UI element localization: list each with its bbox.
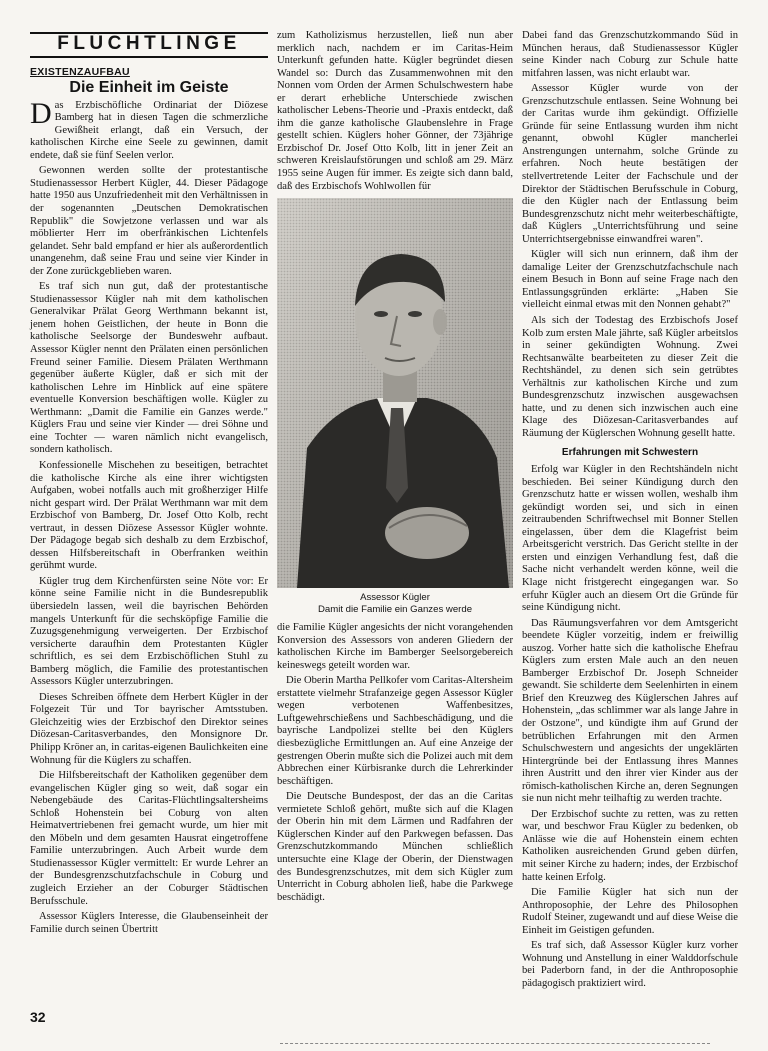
- body-paragraph: Die Oberin Martha Pellkofer vom Caritas-Altersheim erstattete vielmehr Strafanzeige gegen Assessor Kügler wegen verbotenen Waffenbesitzes, Luftgewehrschießens und Sachbeschädigung, und die bayrische Landpolizei stellte bei den Küglers diesbezügliche Ermittlungen an. Auf eine Anzeige der gestrengen Oberin mußte sich die Polizei auch mit dem Abbrechen einer Kürbisranke durch die Lehrerkinder beschäftigen.: [277, 675, 513, 787]
- body-paragraph: Kügler trug dem Kirchenfürsten seine Nöte vor: Er könne seine Familie nicht in die Bundesrepublik übersiedeln lassen, weil die bayrischen Behörden mangels Unterkunft für die sechsköpfige Familie die Zuzugsgenehmigung verweigerten. Der Erzbischof versicherte daraufhin dem Protestanten Kügler schriftlich, es sei dem Erzbischöflichen Stuhl zu Bamberg möglich, die Familie des protestantischen Assessors Kügler unterzubringen.: [30, 575, 268, 688]
- subheading: Erfahrungen mit Schwestern: [561, 446, 699, 458]
- body-paragraph: Die Deutsche Bundespost, der das an die Caritas vermietete Schloß gehört, mußte sich auf die Klagen der Oberin hin mit dem Lärmen und Radfahren der Küglerschen Kinder auf den Parkwegen befassen. Das Grenzschutzkommando München schließlich untersuchte eine Klage der Oberin, der Dienstwagen des Bundesgrenzschutzes, mit dem sich Kügler zum Unterricht in Coburg abholen ließ, habe die Parkwege beschädigt.: [277, 791, 513, 903]
- lead-text: as Erzbischöfliche Ordinariat der Diözese Bamberg hat in diesen Tagen die schmerzliche Gewißheit erlangt, daß ein Versuch, der katholischen Kirche eine Seele zu gewinnen, damit endete, daß sie fünf Seelen verlor.: [30, 99, 268, 161]
- body-paragraph: Kügler will sich nun erinnern, daß ihm der damalige Leiter der Grenzschutzfachschule nach einem Besuch in Bonn auf seine Frage nach den Entlassungsgründen erklärte: „Haben Sie vielleicht einmal etwas mit den Nonnen gehabt?": [522, 249, 738, 311]
- caption-name: Assessor Kügler: [360, 592, 430, 604]
- body-paragraph: die Familie Kügler angesichts der nicht vorangehenden Konversion des Assessors von anderen Gliedern der katholischen Kirche im Bamberger Seelsorgebereich keineswegs geteilt worden war.: [277, 622, 513, 671]
- lead-paragraph: [30, 96, 268, 163]
- body-paragraph: Es traf sich nun gut, daß der protestantische Studienassessor Kügler nah mit dem katholischen Generalvikar Prälat Georg Werthmann bekannt ist, jenem hohen Geistlichen, der heute in Bonn die katholische Seelsorge der Bundeswehr aufbaut. Assessor Kügler nennt den Prälaten einen persönlichen Freund seiner Familie. Diesem Prälaten Werthmann gegenüber äußerte Kügler, daß er sich mit der katholischen Lehre im Hinblick auf eine spätere eventuelle Konversion beschäftigen wolle. Kügler zu Werthmann: „Damit die Familie ein Ganzes werde." Küglers Frau und seine vier Kinder — drei Söhne und eine Tochter — waren nämlich nicht evangelisch, sondern katholisch.: [30, 281, 268, 456]
- body-paragraph: Gewonnen werden sollte der protestantische Studienassessor Herbert Kügler, 44. Dieser Pädagoge hatte 1950 aus Unzufriedenheit mit den Verhältnissen in der sogenannten „Deutschen Demokratischen Republik" die Sowjetzone verlassen und war als möblierter Herr im oberfränkischen Lichtenfels gelandet. Sehr bald empfand er hier als außerordentlich unangenehm, daß seine Frau und seine vier Kinder in der Zone zurückgeblieben waren.: [30, 165, 268, 277]
- portrait-photo: [277, 198, 513, 588]
- kicker: EXISTENZAUFBAU: [30, 65, 130, 78]
- headline: Die Einheit im Geiste: [69, 79, 229, 97]
- column-left: [30, 30, 268, 939]
- portrait-image: [277, 198, 513, 588]
- body-paragraph: Es traf sich, daß Assessor Kügler kurz vorher Wohnung und Anstellung in einer Walddorfschule bei Paderborn fand, in der die Anthroposophie pädagogisch praktiziert wird.: [522, 940, 738, 989]
- caption-quote: Damit die Familie ein Ganzes werde: [317, 604, 473, 616]
- page-number: 32: [30, 1009, 46, 1025]
- section-title: FLÜCHTLINGE: [30, 32, 268, 58]
- column-middle: [277, 30, 513, 907]
- body-paragraph: Dieses Schreiben öffnete dem Herbert Kügler in der Folgezeit Tür und Tor bayrischer Amtsstuben. Gleichzeitig wies der Erzbischof den Direktor seines Diözesan-Caritasverbandes, den Monsignore Dr. Philipp Kröner an, in caritas-eigenen Baulichkeiten eine Wohnung für die Küglers zu schaffen.: [30, 691, 268, 766]
- column-right: [522, 30, 738, 993]
- body-paragraph: Assessor Kügler wurde von der Grenzschutzschule entlassen. Seine Wohnung bei der Caritas wurde ihm gekündigt. Offizielle Gründe für seine Entlassung wurden ihm nicht genannt, obwohl Kügler mancherlei Anstrengungen unternahm, solche Gründe zu erfahren. Noch heute bestätigen der stellvertretende Leiter der Fachschule und der Direktor der Städtischen Berufsschule in Coburg, die den Kügler nach der Entlassung beim Bundesgrenzschutz nicht mehr weiterbeschäftigte, daß Küglers „Unterrichtsführung und seine Unterrichtsergebnisse einwandfrei waren".: [522, 83, 738, 245]
- body-paragraph: Der Erzbischof suchte zu retten, was zu retten war, und beschwor Frau Kügler zu bedenken, ob Anlässe wie die auf Hohenstein einem echten Katholiken ausreichenden Grund geben dürfen, mit seiner Kirche zu hadern; indes, der Erzbischof hatte keinen Erfolg.: [522, 808, 738, 883]
- body-paragraph: Erfolg war Kügler in den Rechtshändeln nicht beschieden. Bei seiner Kündigung durch den Grenzschutz hatte er wissen wollen, weshalb ihm gekündigt worden sei, und sich in einen zeitraubenden Schriftwechsel mit Bonner Stellen eingelassen, über dem die Klagefrist beim Arbeitsgericht verstrich. Das Gericht stellte in der ersten und einzigen Verhandlung fest, daß die Sache nicht verhandelt werden könne, weil die Klage nicht fristgerecht eingegangen war. So erfuhr Kügler auch an diesem Ort die Gründe für seine Kündigung nicht.: [522, 464, 738, 614]
- body-paragraph: Das Räumungsverfahren vor dem Amtsgericht beendete Kügler vorzeitig, indem er freiwillig auszog. Vorher hatte sich die katholische Ehefrau Küglers zum ersten Male auch an den neuen Bamberger Erzbischof Dr. Joseph Schneider gewandt. Sie schilderte dem Seelenhirten in einem Brief den Kreuzweg des Küglerschen Jahres auf Hohenstein, „das schlimmer war als lange Jahre in der Ostzone", und kündigte ihm auf Grund der betrüblichen Erfahrungen mit den Armen Schulschwestern und angesichts der ungeklärten Hintergründe bei der Entlassung ihres Mannes ihren Austritt und den ihrer vier Kinder aus der römisch-katholischen Kirche an, deren Segnungen sie nun nicht mehr teilhaftig zu werden trachte.: [522, 617, 738, 805]
- body-paragraph: Die Hilfsbereitschaft der Katholiken gegenüber dem evangelischen Kügler ging so weit, daß sogar ein Nebengebäude des Caritas-Flüchtlingsaltersheims Schloß Hohenstein bei Coburg von alten Heimatvertriebenen frei gemacht wurde, um hier mit den Möbeln und dem gesamten Hausrat eingetroffene Familie unterzubringen. Auch Arbeit wurde dem Studienassessor Kügler vermittelt: Er wurde Lehrer an der Bundesgrenzschutzfachschule in Coburg und zugleich Erzieher an der Coburger Städtischen Berufsschule.: [30, 770, 268, 907]
- photo-caption: [277, 592, 513, 616]
- body-paragraph: Assessor Küglers Interesse, die Glaubenseinheit der Familie durch seinen Übertritt: [30, 911, 268, 935]
- body-paragraph: Konfessionelle Mischehen zu beseitigen, betrachtet die katholische Kirche als eine ihrer wichtigsten Aufgaben, wobei notfalls auch mit großherziger Hilfe nicht gespart wird. Der Prälat Werthmann war mit dem Erzbischof von Bamberg, Dr. Josef Otto Kolb, recht vertraut, in dessen Diözese Assessor Kügler wohnte. Der Pädagoge begab sich deshalb zu dem Erzbischof, dessen Hilfsbereitschaft in Oberfranken weithin gerühmt wurde.: [30, 459, 268, 572]
- bottom-divider: [280, 1043, 710, 1044]
- drop-cap: D: [30, 96, 52, 130]
- body-paragraph: Die Familie Kügler hat sich nun der Anthroposophie, der Lehre des Philosophen Rudolf Steiner, zugewandt und auf diese Weise die Einheit im Geistigen gefunden.: [522, 887, 738, 936]
- body-paragraph: zum Katholizismus herzustellen, ließ nun aber merklich nach, nachdem er im Caritas-Heim Unterkunft gefunden hatte. Kügler begründet diesen Wandel so: Durch das Zusammenwohnen mit den Nonnen vom Orden der Armen Schulschwestern habe er derart erhebliche Unterschiede zwischen katholischer Lebens-Theorie und -Praxis entdeckt, daß ihm die ganze katholische Glaubenslehre in Frage gestellt schien. Küglers hoher Gönner, der 73jährige Erzbischof Dr. Josef Otto Kolb, litt in jener Zeit an schweren Kreislaufstörungen und schloß am 29. März 1955 seine Augen für immer. Es zeigte sich dann bald, daß des Erzbischofs Wohlwollen für: [277, 30, 513, 192]
- body-paragraph: Als sich der Todestag des Erzbischofs Josef Kolb zum ersten Male jährte, saß Kügler arbeitslos in seiner gekündigten Wohnung. Zwei Rechtsanwälte bearbeiteten zu dieser Zeit die Rechtshändel, zu denen sich sein getrübtes Verhältnis zur katholischen Kirche und zum Bundesgrenzschutz inzwischen ausgewachsen hatte, und zu denen sich inzwischen auch eine Klage des Diözesan-Caritasverbandes auf Räumung der Küglerschen Wohnung gesellt hatte.: [522, 315, 738, 439]
- body-paragraph: Dabei fand das Grenzschutzkommando Süd in München heraus, daß Studienassessor Kügler seine Kinder nach Coburg zur Schule hatte mitfahren lassen, was nicht erlaubt war.: [522, 30, 738, 79]
